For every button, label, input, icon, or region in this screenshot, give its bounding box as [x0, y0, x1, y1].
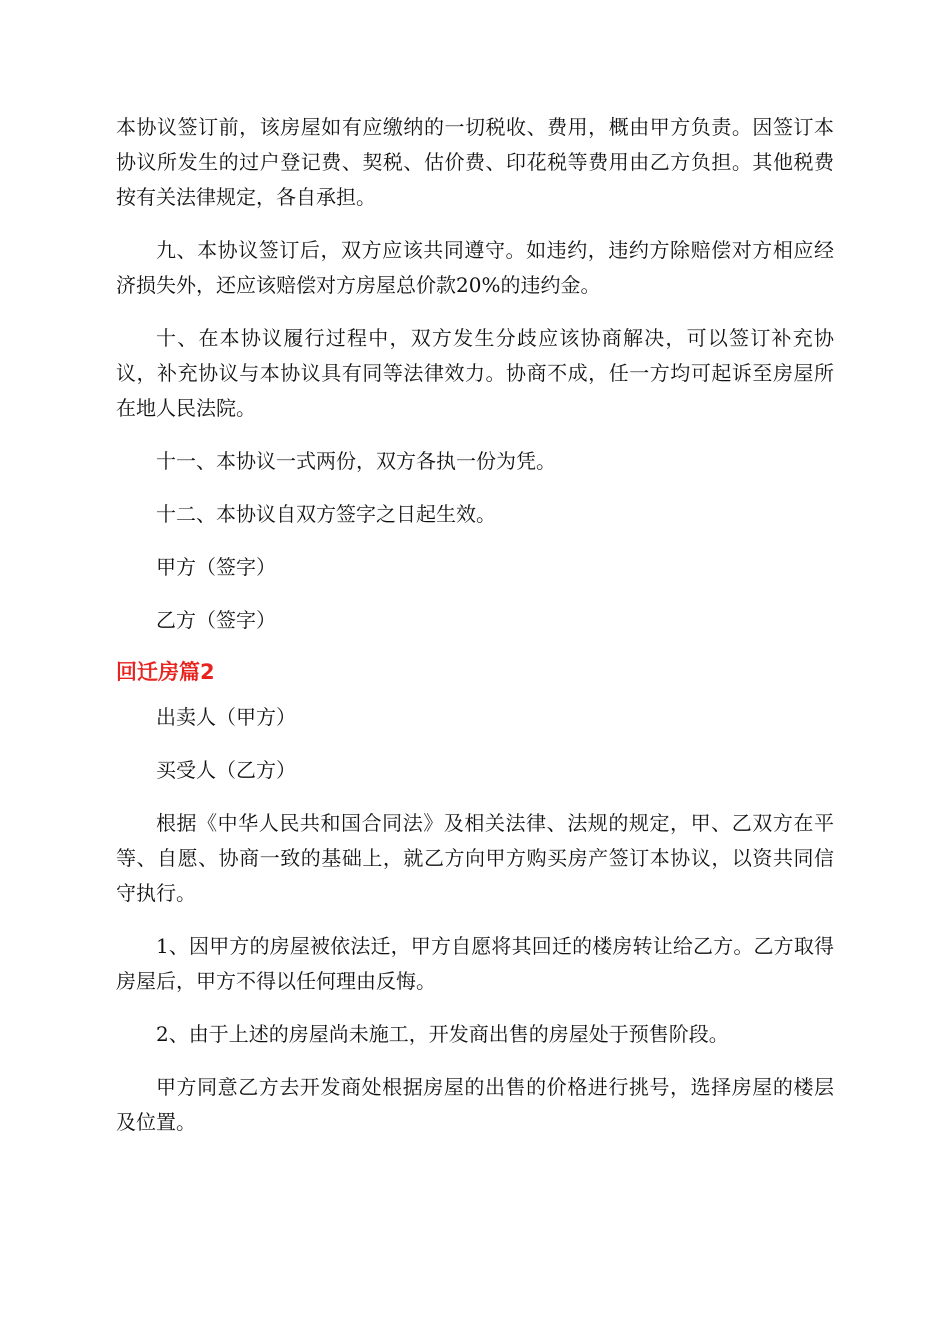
section-heading: 回迁房篇2: [116, 660, 215, 684]
document-page: [116, 110, 834, 1158]
signature-party-b: 乙方（签字）: [156, 608, 276, 632]
buyer-line: 买受人（乙方）: [156, 758, 296, 782]
paragraph-preamble: 根据《中华人民共和国合同法》及相关法律、法规的规定，甲、乙双方在平等、自愿、协商一致的基础上，就乙方向甲方购买房产签订本协议，以资共同信守执行。: [116, 811, 834, 905]
paragraph-clause-2: 2、由于上述的房屋尚未施工，开发商出售的房屋处于预售阶段。: [156, 1022, 729, 1046]
paragraph-selection: 甲方同意乙方去开发商处根据房屋的出售的价格进行挑号，选择房屋的楼层及位置。: [116, 1075, 834, 1134]
seller-line: 出卖人（甲方）: [156, 705, 296, 729]
paragraph-clause-12: 十二、本协议自双方签字之日起生效。: [156, 502, 496, 526]
paragraph-clause-11: 十一、本协议一式两份，双方各执一份为凭。: [156, 449, 556, 473]
paragraph-clause-1: 1、因甲方的房屋被依法迁，甲方自愿将其回迁的楼房转让给乙方。乙方取得房屋后，甲方不得以任何理由反悔。: [116, 934, 834, 993]
paragraph-clause-10: 十、在本协议履行过程中，双方发生分歧应该协商解决，可以签订补充协议，补充协议与本协议具有同等法律效力。协商不成，任一方均可起诉至房屋所在地人民法院。: [116, 326, 834, 420]
signature-party-a: 甲方（签字）: [156, 555, 276, 579]
paragraph-clause-9: 九、本协议签订后，双方应该共同遵守。如违约，违约方除赔偿对方相应经济损失外，还应该赔偿对方房屋总价款20%的违约金。: [116, 238, 834, 297]
paragraph-tax-responsibility: 本协议签订前，该房屋如有应缴纳的一切税收、费用，概由甲方负责。因签订本协议所发生的过户登记费、契税、估价费、印花税等费用由乙方负担。其他税费按有关法律规定，各自承担。: [116, 115, 834, 209]
